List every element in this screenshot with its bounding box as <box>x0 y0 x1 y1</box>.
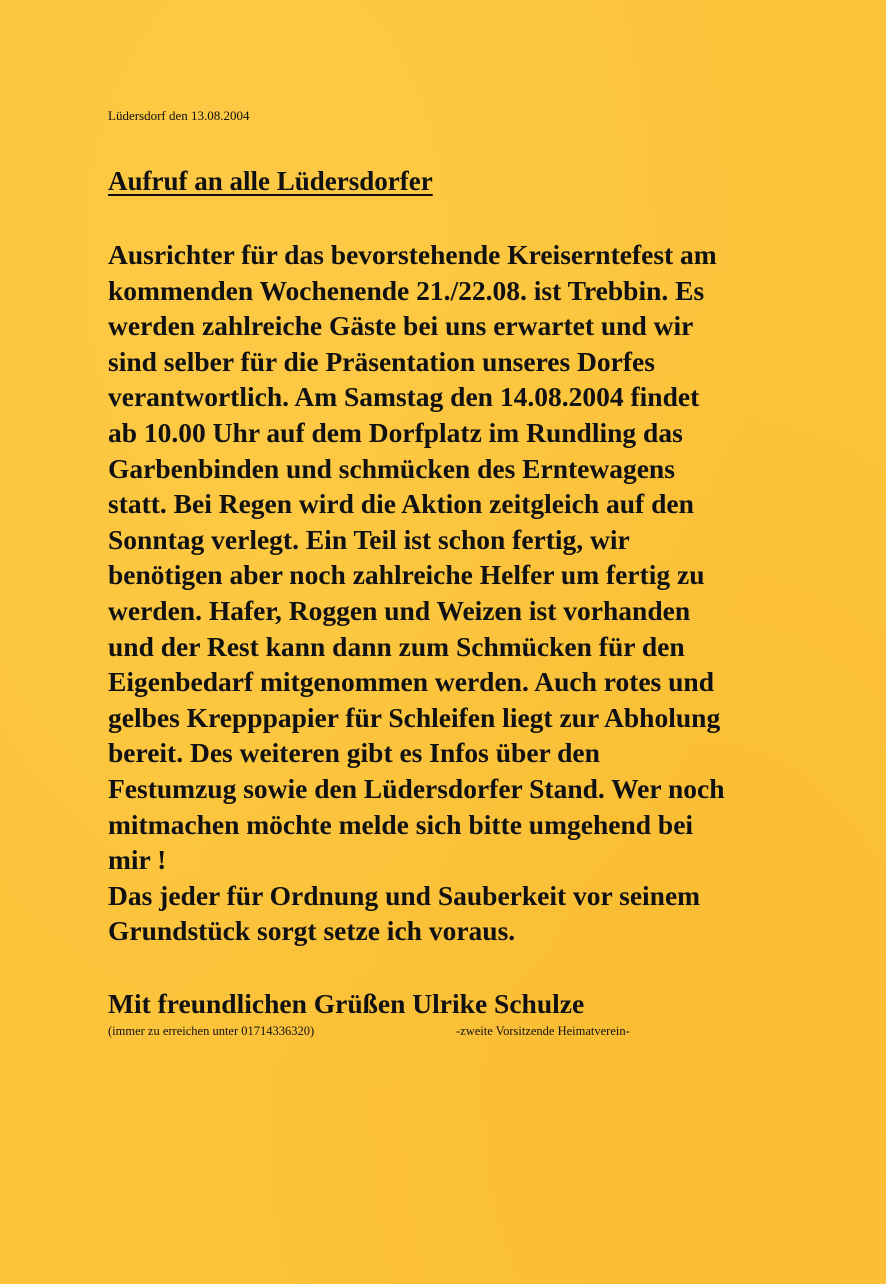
body-line: werden. Hafer, Roggen und Weizen ist vorhanden <box>108 594 691 626</box>
body-line: mir ! <box>108 844 167 876</box>
body-line: Das jeder für Ordnung und Sauberkeit vor seinem <box>108 879 701 911</box>
body-line: Grundstück sorgt setze ich voraus. <box>108 915 516 947</box>
body-line: mitmachen möchte melde sich bitte umgehend bei <box>108 808 694 840</box>
body-line: Eigenbedarf mitgenommen werden. Auch rotes und <box>108 666 715 698</box>
body-line: benötigen aber noch zahlreiche Helfer um fertig zu <box>108 559 705 591</box>
body-line: Sonntag verlegt. Ein Teil ist schon fertig, wir <box>108 523 630 555</box>
body-line: bereit. Des weiteren gibt es Infos über den <box>108 737 600 769</box>
body-line: gelbes Krepppapier für Schleifen liegt zur Abholung <box>108 701 721 733</box>
role-note: -zweite Vorsitzende Heimatverein- <box>456 1024 630 1038</box>
body-line: Festumzug sowie den Lüdersdorfer Stand. Wer noch <box>108 772 725 804</box>
body-line: Ausrichter für das bevorstehende Kreiserntefest am <box>108 239 717 270</box>
body-line: kommenden Wochenende 21./22.08. ist Trebbin. Es <box>108 274 705 306</box>
body-line: werden zahlreiche Gäste bei uns erwartet und wir <box>108 310 694 342</box>
page-title: Aufruf an alle Lüdersdorfer <box>108 166 433 196</box>
body-line: sind selber für die Präsentation unseres Dorfes <box>108 345 655 377</box>
body-text <box>108 237 828 949</box>
signature-line: Mit freundlichen Grüßen Ulrike Schulze <box>108 988 585 1019</box>
body-line: statt. Bei Regen wird die Aktion zeitgleich auf den <box>108 488 694 520</box>
body-line: ab 10.00 Uhr auf dem Dorfplatz im Rundling das <box>108 416 683 448</box>
contact-note: (immer zu erreichen unter 01714336320) <box>108 1024 315 1038</box>
date-line: Lüdersdorf den 13.08.2004 <box>108 108 250 123</box>
body-line: und der Rest kann dann zum Schmücken für den <box>108 630 685 662</box>
body-line: verantwortlich. Am Samstag den 14.08.2004 findet <box>108 381 700 413</box>
body-line: Garbenbinden und schmücken des Erntewagens <box>108 452 675 484</box>
